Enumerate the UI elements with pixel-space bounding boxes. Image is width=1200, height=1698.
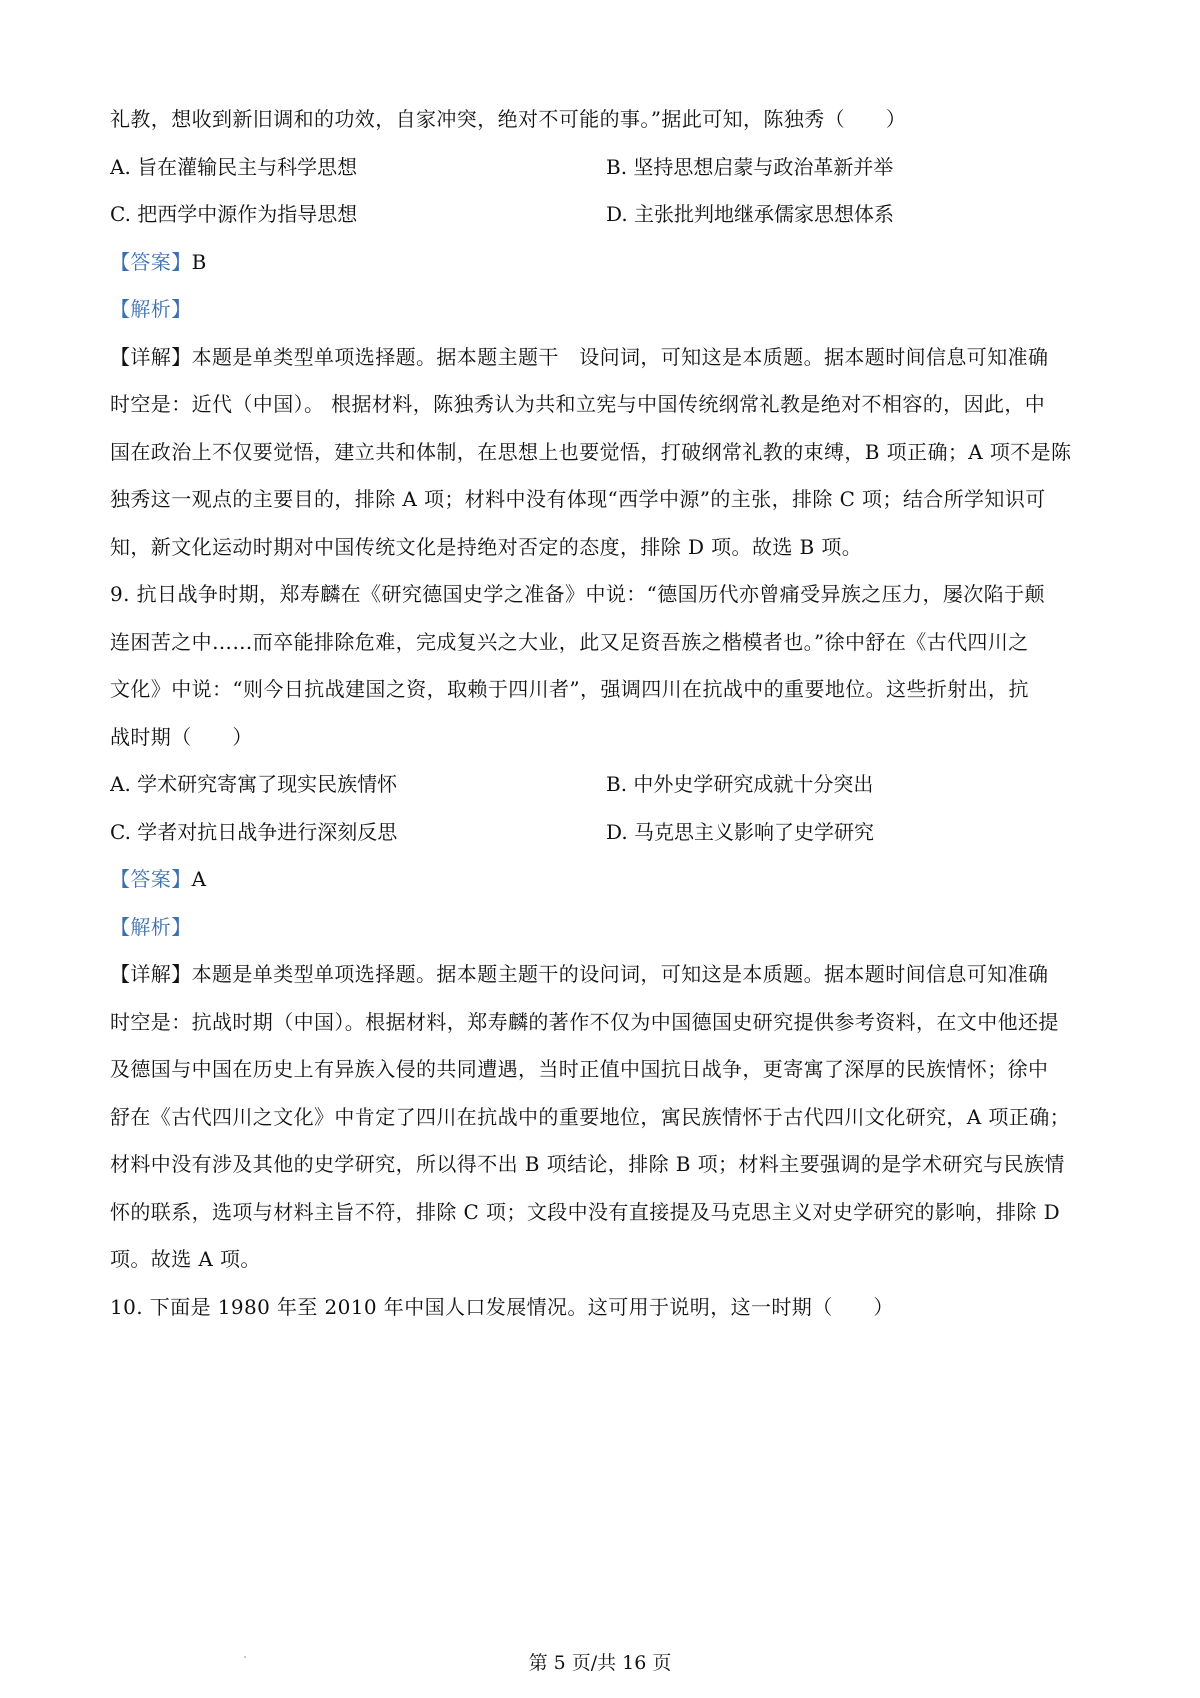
q9-analysis-label: 【解析】 (110, 914, 192, 939)
q9-detail-line-2: 时空是：抗战时期（中国）。根据材料，郑寿麟的著作不仅为中国德国史研究提供参考资料，在文中他还提 (110, 1009, 1059, 1034)
q9-option-a: A. 学术研究寄寓了现实民族情怀 (110, 772, 398, 796)
q8-detail-line-4: 独秀这一观点的主要目的，排除 A 项；材料中没有体现“西学中源”的主张，排除 C 项；结合所学知识可 (110, 487, 1046, 511)
q9-stem-line-3: 文化》中说：“则今日抗战建国之资，取赖于四川者”，强调四川在抗战中的重要地位。这些折射出，抗 (110, 677, 1029, 701)
q8-detail-line-3: 国在政治上不仅要觉悟，建立共和体制，在思想上也要觉悟，打破纲常礼教的束缚，B 项正确；A 项不是陈 (110, 439, 1072, 464)
q8-option-d: D. 主张批判地继承儒家思想体系 (606, 202, 895, 226)
q8-analysis-label: 【解析】 (110, 297, 192, 321)
q8-options-row-1 (110, 144, 1100, 192)
q9-detail-line-5: 材料中没有涉及其他的史学研究，所以得不出 B 项结论，排除 B 项；材料主要强调的是学术研究与民族情 (110, 1152, 1065, 1176)
q9-detail-line-1 (110, 951, 1100, 999)
q9-option-c: C. 学者对抗日战争进行深刻反思 (110, 819, 398, 844)
q9-options-row-2 (110, 809, 1100, 857)
q9-detail-line-6: 怀的联系，选项与材料主旨不符，排除 C 项；文段中没有直接提及马克思主义对史学研究的影响，排除 D (110, 1199, 1061, 1224)
q9-detail-line-4: 舒在《古代四川之文化》中肯定了四川在抗战中的重要地位，寓民族情怀于古代四川文化研究，A 项正确； (110, 1104, 1070, 1129)
page-footer: 第 5 页/共 16 页 (528, 1652, 672, 1674)
q8-detail-text-1: 本题是单类型单项选择题。据本题主题干 设问词，可知这是本质题。据本题时间信息可知准确 (191, 344, 1049, 369)
q9-detail-text-1: 本题是单类型单项选择题。据本题主题干的设问词，可知这是本质题。据本题时间信息可知准确 (191, 962, 1049, 986)
q8-answer (110, 239, 1100, 287)
q8-option-b: B. 坚持思想启蒙与政治革新并举 (606, 154, 894, 179)
q9-detail-line-7: 项。故选 A 项。 (110, 1247, 261, 1271)
q9-answer-value: A (191, 867, 207, 891)
q8-analysis-heading (110, 286, 1100, 334)
q8-option-c: C. 把西学中源作为指导思想 (110, 202, 358, 226)
q9-analysis-heading (110, 904, 1100, 952)
q9-stem-line-4: 战时期（ ） (110, 724, 253, 749)
q9-options-row-1 (110, 761, 1100, 809)
q9-option-d: D. 马克思主义影响了史学研究 (606, 819, 875, 844)
q8-answer-label: 【答案】 (110, 249, 192, 274)
q9-detail-line-3: 及德国与中国在历史上有异族入侵的共同遭遇，当时正值中国抗日战争，更寄寓了深厚的民族情怀；徐中 (110, 1057, 1049, 1081)
q8-option-a: A. 旨在灌输民主与科学思想 (110, 154, 358, 179)
q8-detail-label: 【详解】 (110, 344, 192, 369)
q8-detail-line-2: 时空是：近代（中国）。 根据材料，陈独秀认为共和立宪与中国传统纲常礼教是绝对不相容的，因此，中 (110, 392, 1046, 416)
q9-answer-label: 【答案】 (110, 867, 192, 891)
q8-detail-line-5: 知，新文化运动时期对中国传统文化是持绝对否定的态度，排除 D 项。故选 B 项。 (110, 534, 863, 559)
q9-option-b: B. 中外史学研究成就十分突出 (606, 772, 874, 796)
q8-stem-tail: 礼教，想收到新旧调和的功效，自家冲突，绝对不可能的事。”据此可知，陈独秀（ ） (110, 107, 907, 131)
q8-answer-value: B (191, 249, 207, 274)
q8-detail-line-1 (110, 334, 1100, 382)
page-content (110, 96, 1100, 1331)
q9-answer (110, 856, 1100, 904)
q9-detail-label: 【详解】 (110, 962, 192, 986)
q8-options-row-2 (110, 191, 1100, 239)
q9-stem-line-2: 连困苦之中……而卒能排除危难，完成复兴之大业，此又足资吾族之楷模者也。”徐中舒在《古代四川之 (110, 629, 1029, 654)
q9-stem-line-1: 9. 抗日战争时期，郑寿麟在《研究德国史学之准备》中说：“德国历代亦曾痛受异族之压力，屡次陷于颠 (110, 582, 1045, 606)
q10-stem: 10. 下面是 1980 年至 2010 年中国人口发展情况。这可用于说明，这一时期（ ） (110, 1294, 894, 1319)
